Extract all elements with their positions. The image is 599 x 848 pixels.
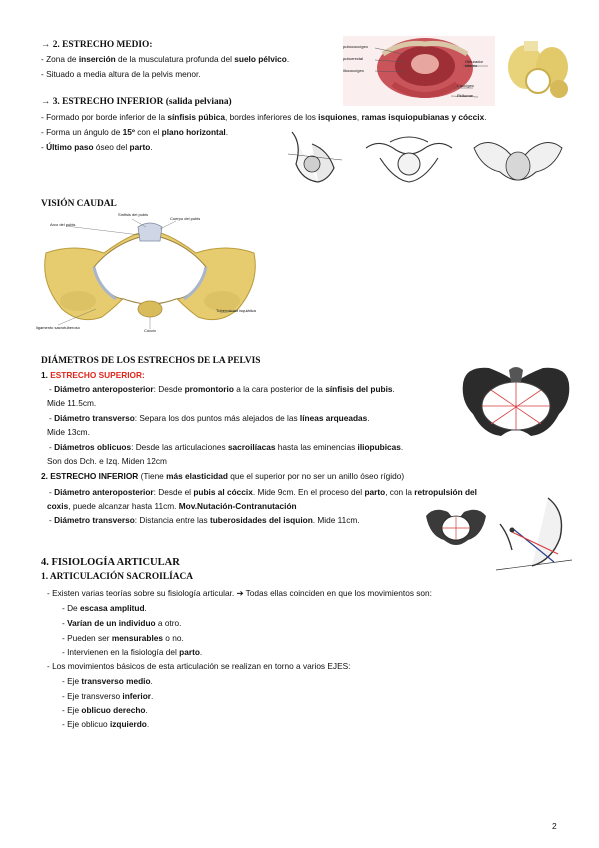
superior-ap-value: Mide 11.5cm. xyxy=(47,398,97,408)
vision-caudal-heading: VISIÓN CAUDAL xyxy=(41,199,117,209)
fisio-bullet-3: - Pueden ser mensurables o no. xyxy=(62,633,184,643)
fisio-intro: - Existen varias teorías sobre su fisiología articular. ➔ Todas ellas coinciden en que los movimientos son: xyxy=(47,588,432,598)
outlet-transverse-figure xyxy=(424,502,488,552)
label-ligamento-sacrotuberoso: ligamento sacrotuberoso xyxy=(36,325,80,330)
page-number: 2 xyxy=(552,821,557,831)
diametros-heading: DIÁMETROS DE LOS ESTRECHOS DE LA PELVIS xyxy=(41,356,261,366)
label-arco-pubis: Arco del pubis xyxy=(50,222,76,227)
label-iliococcigeo: iliococcígeo xyxy=(343,68,364,73)
fisiologia-heading: 4. FISIOLOGÍA ARTICULAR xyxy=(41,557,180,568)
label-tuberosidad-isquiatica: Tuberosidad isquiática xyxy=(216,308,256,313)
label-pubococcigeo: pubococcígeo xyxy=(343,44,368,49)
outlet-sketch-lateral xyxy=(282,124,347,189)
label-obturador-interno: Obturador interno xyxy=(465,59,484,68)
superior-ap-line: - Diámetro anteroposterior: Desde promontorio a la cara posterior de la sínfisis del pubis. xyxy=(49,384,395,394)
superior-oblicuos-value: Son dos Dch. e Izq. Miden 12cm xyxy=(47,456,167,466)
estrecho-medio-line-1: - Zona de inserción de la musculatura profunda del suelo pélvico. xyxy=(41,54,290,64)
inferior-transverso-line: - Diámetro transverso: Distancia entre las tuberosidades del isquion. Mide 11cm. xyxy=(49,515,360,525)
inferior-ap-line-2: coxis, puede alcanzar hasta 11cm. Mov.Nutación-Contranutación xyxy=(47,501,297,511)
outlet-nutation-figure xyxy=(492,494,574,574)
pelvis-bones-figure xyxy=(504,37,572,105)
label-puborrectal: puborrectal xyxy=(343,56,364,61)
estrecho-medio-heading: → 2. ESTRECHO MEDIO: xyxy=(41,40,153,50)
label-coccix: Cóccix xyxy=(144,328,157,333)
estrecho-medio-line-2: - Situado a media altura de la pelvis menor. xyxy=(41,69,201,79)
superior-transverso-value: Mide 13cm. xyxy=(47,427,90,437)
caudal-view-pelvis-figure xyxy=(36,213,264,335)
axis-oblicuo-izquierdo: - Eje oblicuo izquierdo. xyxy=(62,719,150,729)
label-piriforme: Piriforme xyxy=(457,93,474,98)
pelvic-inlet-figure xyxy=(459,362,573,442)
sacroiliaca-subheading: 1. ARTICULACIÓN SACROILÍACA xyxy=(41,572,194,582)
inferior-ap-line: - Diámetro anteroposterior: Desde el pubis al cóccix. Mide 9cm. En el proceso del parto, con la retropulsión del xyxy=(49,487,477,497)
axis-transverso-medio: - Eje transverso medio. xyxy=(62,676,153,686)
pelvic-floor-muscles-figure xyxy=(343,36,495,106)
fisio-axes-intro: - Los movimientos básicos de esta articulación se realizan en torno a varios EJES: xyxy=(47,661,351,671)
label-cuerpo-pubis: Cuerpo del pubis xyxy=(170,216,201,221)
fisio-bullet-4: - Intervienen en la fisiología del parto. xyxy=(62,647,203,657)
outlet-sketch-frontal xyxy=(360,128,458,188)
outlet-sketch-caudal xyxy=(470,128,566,190)
estrecho-inferior-line-2: - Forma un ángulo de 15º con el plano horizontal. xyxy=(41,127,229,137)
estrecho-superior-subheading: 1. ESTRECHO SUPERIOR: xyxy=(41,370,145,380)
label-coccigeo: Coccígeo xyxy=(457,83,474,88)
estrecho-inferior-line-1: - Formado por borde inferior de la sínfisis púbica, bordes inferiores de los isquiones, ramas isquiopubianas y cóccix. xyxy=(41,112,487,122)
fisio-bullet-2: - Varían de un individuo a otro. xyxy=(62,618,182,628)
fisio-bullet-1: - De escasa amplitud. xyxy=(62,603,147,613)
superior-transverso-line: - Diámetro transverso: Separa los dos puntos más alejados de las líneas arqueadas. xyxy=(49,413,370,423)
axis-oblicuo-derecho: - Eje oblicuo derecho. xyxy=(62,705,148,715)
superior-oblicuos-line: - Diámetros oblicuos: Desde las articulaciones sacroilíacas hasta las eminencias iliopubicas. xyxy=(49,442,404,452)
estrecho-inferior-heading: → 3. ESTRECHO INFERIOR (salida pelviana) xyxy=(41,97,232,107)
axis-transverso-inferior: - Eje transverso inferior. xyxy=(62,691,154,701)
estrecho-inferior-subheading: 2. ESTRECHO INFERIOR (Tiene más elasticidad que el superior por no ser un anillo óseo rígido) xyxy=(41,471,405,481)
label-sinfisis-pubis: Sínfisis del pubis xyxy=(118,213,149,217)
estrecho-inferior-line-3: - Último paso óseo del parto. xyxy=(41,142,153,152)
